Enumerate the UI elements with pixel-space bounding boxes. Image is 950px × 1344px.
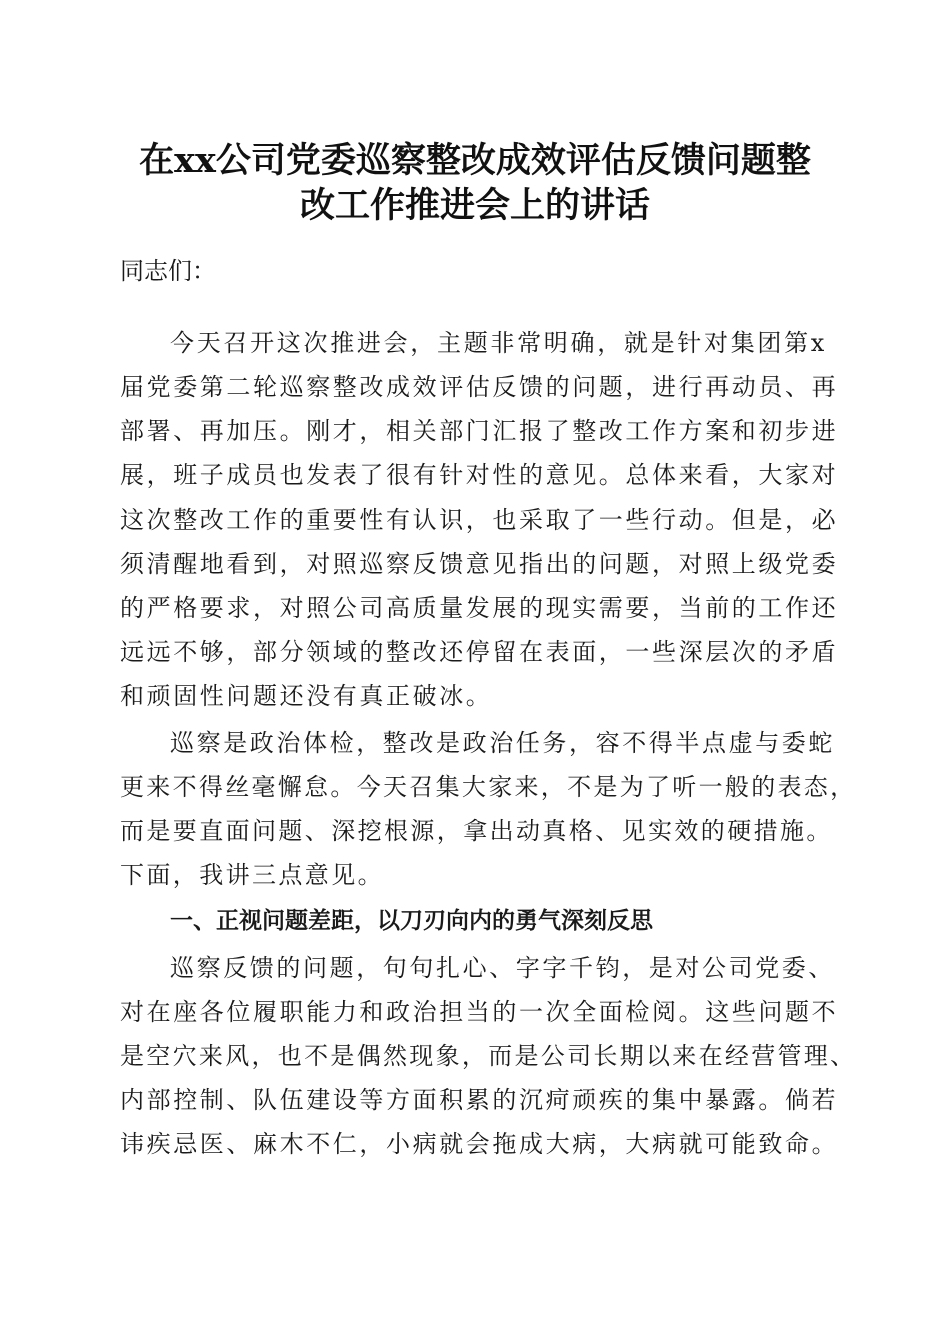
body-line: 展，班子成员也发表了很有针对性的意见。总体来看，大家对 <box>120 461 839 489</box>
document-title-line-2: 改工作推进会上的讲话 <box>299 185 650 226</box>
body-line: 巡察是政治体检，整改是政治任务，容不得半点虚与委蛇 <box>170 729 835 757</box>
salutation: 同志们： <box>120 257 216 285</box>
section-heading: 一、正视问题差距，以刀刃向内的勇气深刻反思 <box>170 908 653 934</box>
body-line: 须清醒地看到，对照巡察反馈意见指出的问题，对照上级党委 <box>120 550 839 578</box>
document-title-line-1: 在xx公司党委巡察整改成效评估反馈问题整 <box>139 140 811 181</box>
body-line: 和顽固性问题还没有真正破冰。 <box>120 682 493 710</box>
body-line: 巡察反馈的问题，句句扎心、字字千钧，是对公司党委、 <box>170 954 835 982</box>
body-line: 更来不得丝毫懈怠。今天召集大家来，不是为了听一般的表态， <box>120 773 857 801</box>
body-line: 的严格要求，对照公司高质量发展的现实需要，当前的工作还 <box>120 594 839 622</box>
body-line: 是空穴来风，也不是偶然现象，而是公司长期以来在经营管理、 <box>120 1042 857 1070</box>
body-line: 部署、再加压。刚才，相关部门汇报了整改工作方案和初步进 <box>120 417 839 445</box>
body-line: 下面，我讲三点意见。 <box>120 861 384 889</box>
body-line: 对在座各位履职能力和政治担当的一次全面检阅。这些问题不 <box>120 998 839 1026</box>
body-line: 而是要直面问题、深挖根源，拿出动真格、见实效的硬措施。 <box>120 817 833 845</box>
body-line: 内部控制、队伍建设等方面积累的沉疴顽疾的集中暴露。倘若 <box>120 1086 839 1114</box>
body-line: 届党委第二轮巡察整改成效评估反馈的问题，进行再动员、再 <box>120 373 839 401</box>
body-line: 这次整改工作的重要性有认识，也采取了一些行动。但是，必 <box>120 506 839 534</box>
body-line: 远远不够，部分领域的整改还停留在表面，一些深层次的矛盾 <box>120 638 839 666</box>
body-line: 今天召开这次推进会，主题非常明确，就是针对集团第x <box>170 329 828 357</box>
body-line: 讳疾忌医、麻木不仁，小病就会拖成大病，大病就可能致命。 <box>120 1130 839 1158</box>
